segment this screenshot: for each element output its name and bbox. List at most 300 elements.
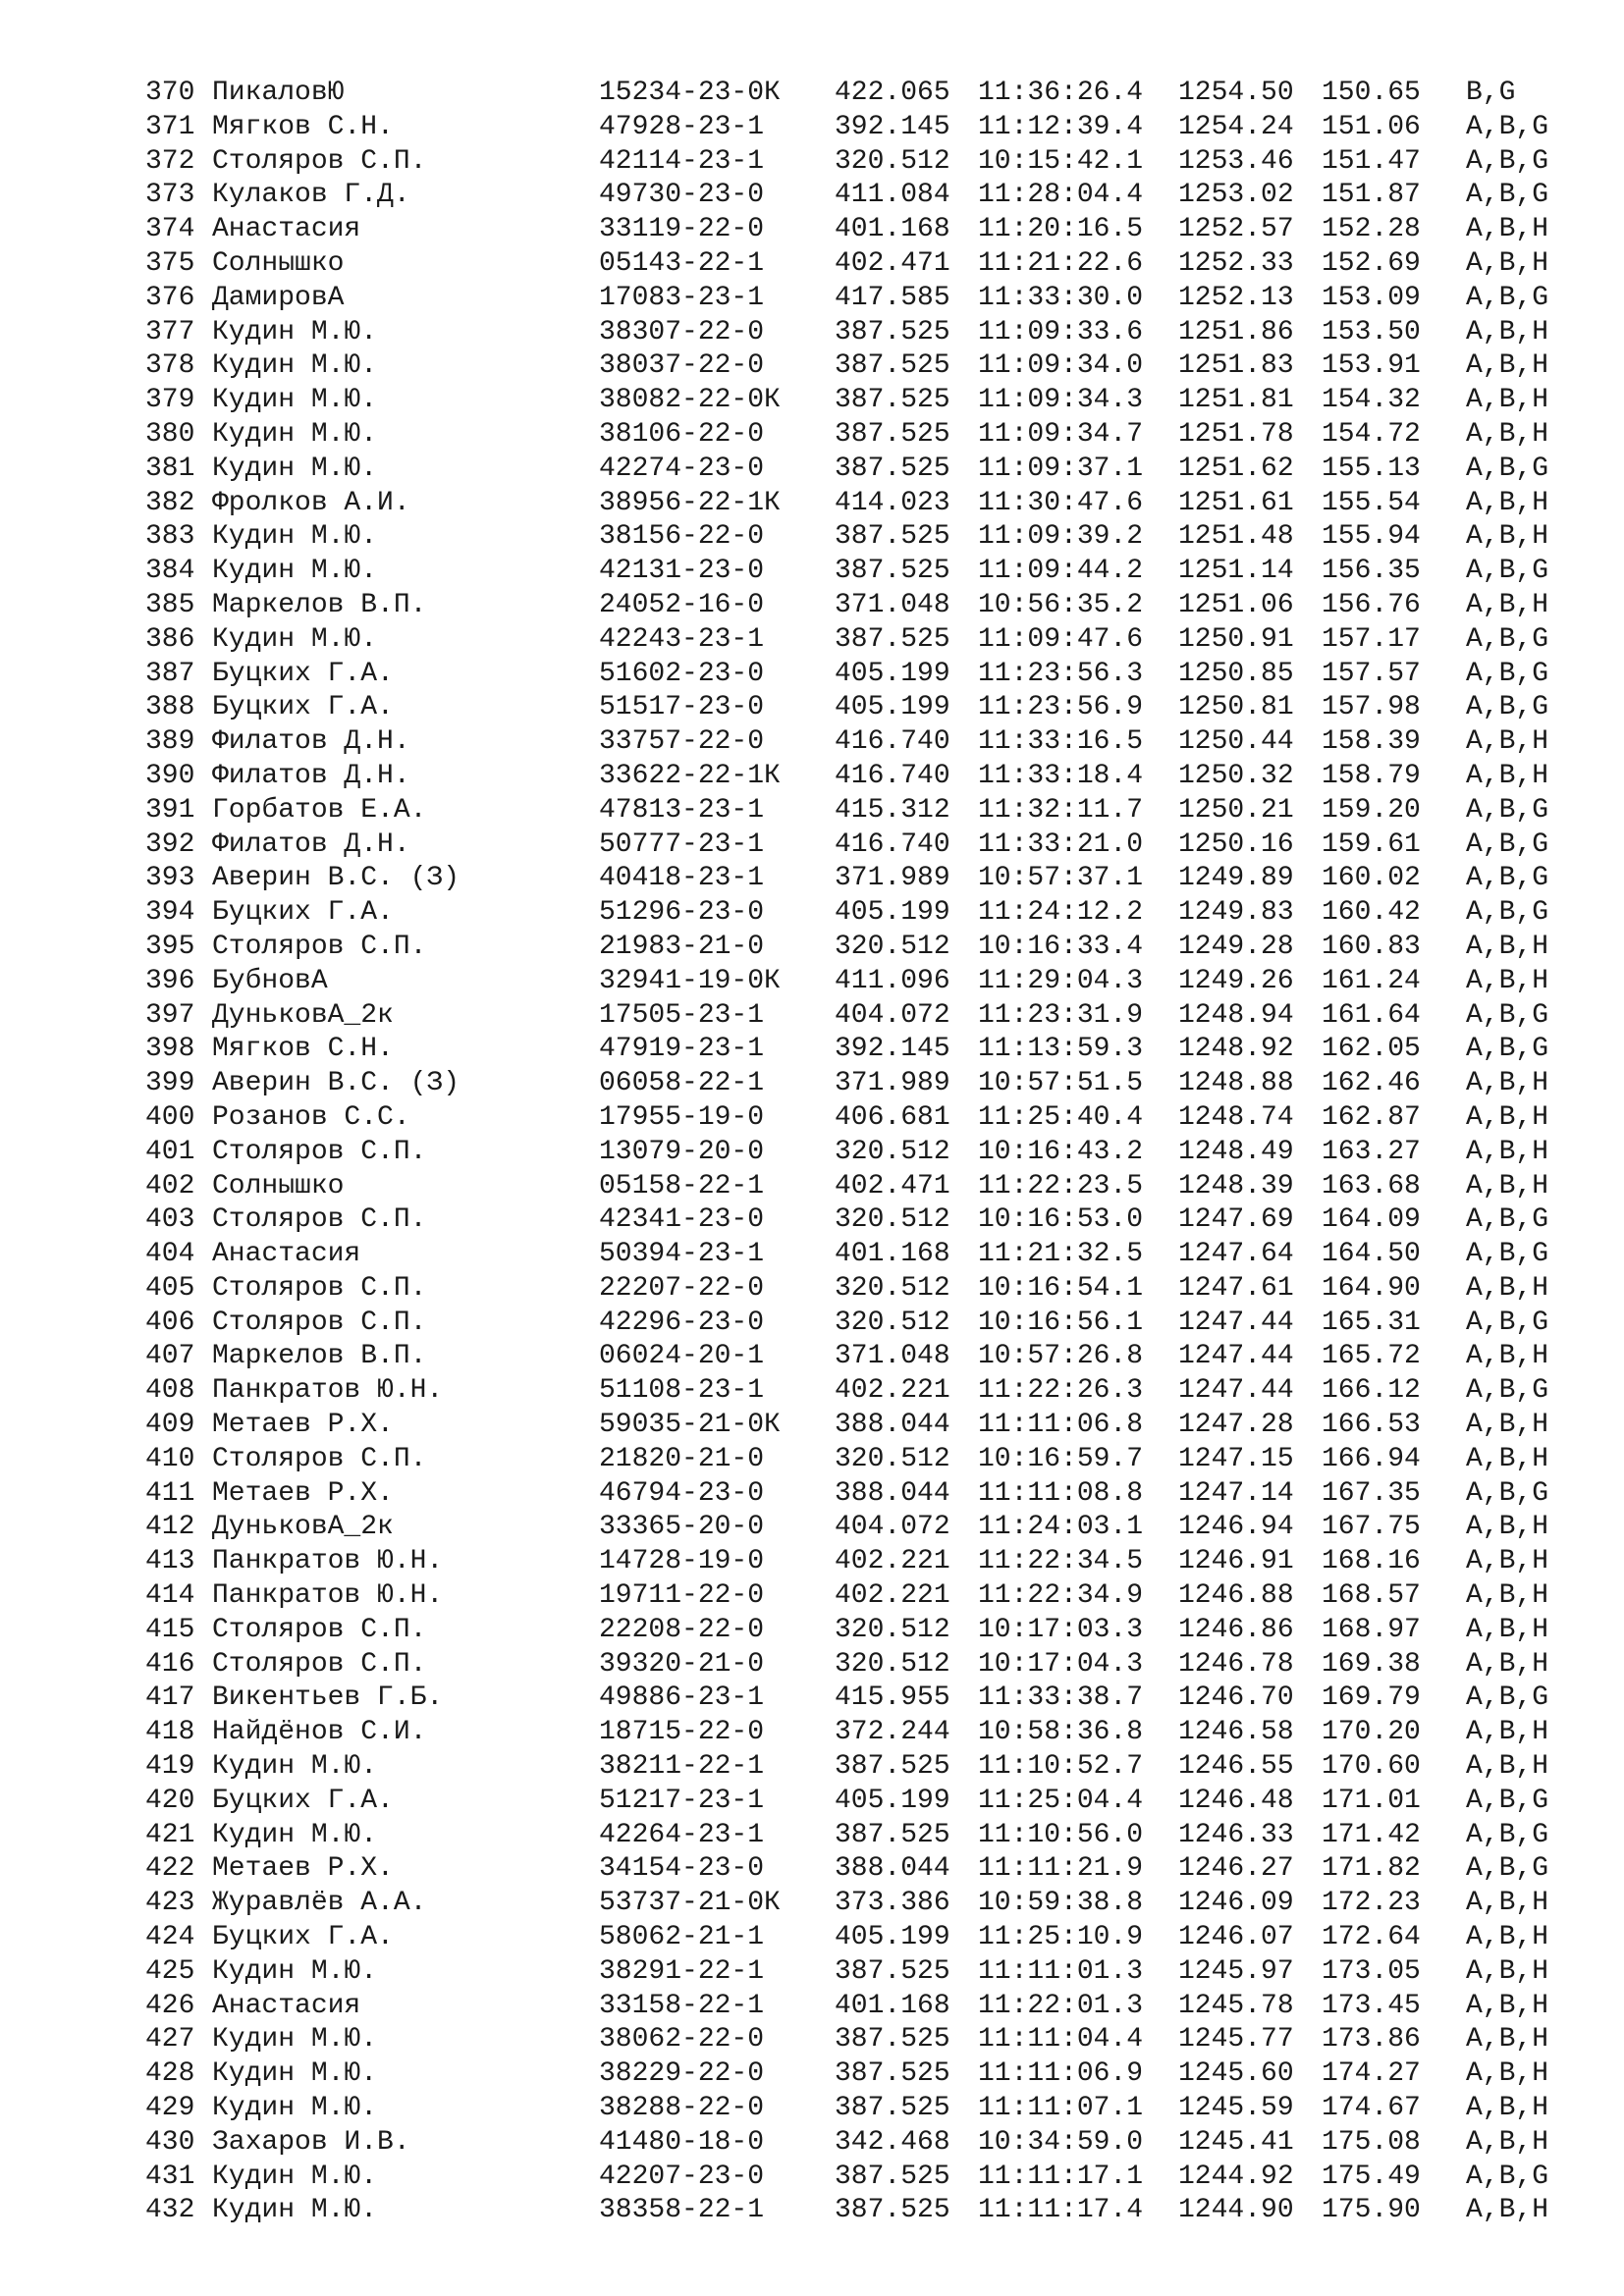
speed: 1249.26 — [1178, 965, 1294, 996]
speed: 1254.24 — [1178, 111, 1294, 142]
distance: 371.048 — [835, 589, 950, 620]
arrival-time: 11:11:17.1 — [978, 2161, 1144, 2192]
distance: 388.044 — [835, 1477, 950, 1509]
coefficient: 174.27 — [1322, 2058, 1421, 2090]
owner-name: Кудин М.Ю. — [212, 1955, 378, 1987]
ring-number: 47919-23-1 — [599, 1034, 765, 1065]
ring-number: 59035-21-0К — [599, 1410, 781, 1441]
speed: 1247.44 — [1178, 1341, 1294, 1372]
category-flags: A,B,H — [1466, 1512, 1549, 1543]
row-number: 409 — [145, 1410, 195, 1441]
owner-name: БубновА — [212, 965, 328, 996]
ring-number: 50394-23-1 — [599, 1239, 765, 1270]
coefficient: 166.12 — [1322, 1375, 1421, 1407]
table-row — [145, 828, 1579, 863]
row-number: 406 — [145, 1307, 195, 1338]
category-flags: A,B,G — [1466, 1853, 1549, 1885]
owner-name: Журавлёв А.А. — [212, 1888, 427, 1919]
category-flags: A,B,H — [1466, 521, 1549, 553]
owner-name: Буцких Г.А. — [212, 658, 394, 689]
coefficient: 165.72 — [1322, 1341, 1421, 1372]
coefficient: 166.53 — [1322, 1410, 1421, 1441]
ring-number: 51296-23-0 — [599, 897, 765, 929]
table-row — [145, 1272, 1579, 1307]
owner-name: Буцких Г.А. — [212, 692, 394, 723]
ring-number: 42296-23-0 — [599, 1307, 765, 1338]
speed: 1251.81 — [1178, 385, 1294, 416]
category-flags: A,B,G — [1466, 794, 1549, 826]
arrival-time: 11:11:07.1 — [978, 2093, 1144, 2124]
table-row — [145, 1307, 1579, 1341]
owner-name: Кудин М.Ю. — [212, 1751, 378, 1783]
ring-number: 17955-19-0 — [599, 1101, 765, 1133]
owner-name: ДамировА — [212, 282, 345, 313]
row-number: 377 — [145, 316, 195, 347]
speed: 1251.78 — [1178, 418, 1294, 450]
owner-name: Анастасия — [212, 214, 361, 245]
distance: 416.740 — [835, 760, 950, 791]
category-flags: A,B,G — [1466, 999, 1549, 1031]
owner-name: Панкратов Ю.Н. — [212, 1375, 444, 1407]
category-flags: A,B,H — [1466, 487, 1549, 518]
speed: 1246.78 — [1178, 1648, 1294, 1680]
table-row — [145, 247, 1579, 282]
table-row — [145, 2057, 1579, 2092]
coefficient: 156.76 — [1322, 589, 1421, 620]
ring-number: 46794-23-0 — [599, 1477, 765, 1509]
row-number: 376 — [145, 282, 195, 313]
row-number: 374 — [145, 214, 195, 245]
ring-number: 17083-23-1 — [599, 282, 765, 313]
distance: 406.681 — [835, 1101, 950, 1133]
ring-number: 41480-18-0 — [599, 2126, 765, 2158]
table-row — [145, 1443, 1579, 1477]
table-row — [145, 384, 1579, 418]
table-row — [145, 111, 1579, 145]
row-number: 372 — [145, 145, 195, 177]
distance: 404.072 — [835, 1512, 950, 1543]
table-row — [145, 1203, 1579, 1238]
distance: 411.096 — [835, 965, 950, 996]
category-flags: A,B,G — [1466, 658, 1549, 689]
table-row — [145, 999, 1579, 1034]
coefficient: 159.61 — [1322, 828, 1421, 860]
coefficient: 154.32 — [1322, 385, 1421, 416]
arrival-time: 11:25:40.4 — [978, 1101, 1144, 1133]
owner-name: Кудин М.Ю. — [212, 2058, 378, 2090]
category-flags: A,B,G — [1466, 692, 1549, 723]
category-flags: A,B,H — [1466, 316, 1549, 347]
speed: 1246.94 — [1178, 1512, 1294, 1543]
coefficient: 175.49 — [1322, 2161, 1421, 2192]
distance: 388.044 — [835, 1853, 950, 1885]
coefficient: 157.98 — [1322, 692, 1421, 723]
arrival-time: 10:17:04.3 — [978, 1648, 1144, 1680]
arrival-time: 10:57:37.1 — [978, 863, 1144, 894]
speed: 1246.07 — [1178, 1922, 1294, 1953]
table-row — [145, 2023, 1579, 2057]
owner-name: Филатов Д.Н. — [212, 828, 410, 860]
owner-name: Буцких Г.А. — [212, 1922, 394, 1953]
row-number: 400 — [145, 1101, 195, 1133]
ring-number: 38307-22-0 — [599, 316, 765, 347]
ring-number: 47928-23-1 — [599, 111, 765, 142]
table-row — [145, 725, 1579, 760]
category-flags: A,B,G — [1466, 282, 1549, 313]
owner-name: Столяров С.П. — [212, 931, 427, 962]
row-number: 418 — [145, 1717, 195, 1748]
category-flags: A,B,G — [1466, 1785, 1549, 1816]
coefficient: 160.42 — [1322, 897, 1421, 929]
owner-name: Метаев Р.Х. — [212, 1853, 394, 1885]
row-number: 371 — [145, 111, 195, 142]
coefficient: 160.83 — [1322, 931, 1421, 962]
arrival-time: 11:25:04.4 — [978, 1785, 1144, 1816]
category-flags: A,B,H — [1466, 1136, 1549, 1167]
category-flags: A,B,H — [1466, 2058, 1549, 2090]
distance: 320.512 — [835, 1443, 950, 1474]
owner-name: Панкратов Ю.Н. — [212, 1580, 444, 1612]
row-number: 427 — [145, 2024, 195, 2056]
arrival-time: 10:57:26.8 — [978, 1341, 1144, 1372]
speed: 1245.60 — [1178, 2058, 1294, 2090]
distance: 387.525 — [835, 316, 950, 347]
row-number: 403 — [145, 1204, 195, 1236]
row-number: 396 — [145, 965, 195, 996]
row-number: 420 — [145, 1785, 195, 1816]
category-flags: A,B,G — [1466, 863, 1549, 894]
speed: 1251.83 — [1178, 350, 1294, 382]
coefficient: 165.31 — [1322, 1307, 1421, 1338]
category-flags: A,B,H — [1466, 1955, 1549, 1987]
ring-number: 49730-23-0 — [599, 180, 765, 211]
coefficient: 172.23 — [1322, 1888, 1421, 1919]
ring-number: 19711-22-0 — [599, 1580, 765, 1612]
row-number: 381 — [145, 453, 195, 484]
row-number: 397 — [145, 999, 195, 1031]
distance: 387.525 — [835, 453, 950, 484]
distance: 320.512 — [835, 1272, 950, 1304]
category-flags: A,B,G — [1466, 897, 1549, 929]
distance: 320.512 — [835, 1307, 950, 1338]
speed: 1250.91 — [1178, 623, 1294, 655]
ring-number: 42207-23-0 — [599, 2161, 765, 2192]
table-row — [145, 1136, 1579, 1170]
distance: 387.525 — [835, 2058, 950, 2090]
ring-number: 49886-23-1 — [599, 1682, 765, 1714]
category-flags: A,B,G — [1466, 1034, 1549, 1065]
distance: 372.244 — [835, 1717, 950, 1748]
category-flags: A,B,H — [1466, 2195, 1549, 2226]
distance: 387.525 — [835, 1819, 950, 1850]
coefficient: 153.09 — [1322, 282, 1421, 313]
arrival-time: 11:22:26.3 — [978, 1375, 1144, 1407]
speed: 1248.92 — [1178, 1034, 1294, 1065]
ring-number: 38956-22-1К — [599, 487, 781, 518]
category-flags: A,B,H — [1466, 1272, 1549, 1304]
distance: 371.989 — [835, 1068, 950, 1099]
row-number: 386 — [145, 623, 195, 655]
category-flags: A,B,H — [1466, 1068, 1549, 1099]
ring-number: 51108-23-1 — [599, 1375, 765, 1407]
distance: 405.199 — [835, 1785, 950, 1816]
speed: 1251.06 — [1178, 589, 1294, 620]
ring-number: 05143-22-1 — [599, 247, 765, 279]
ring-number: 47813-23-1 — [599, 794, 765, 826]
table-row — [145, 1409, 1579, 1443]
ring-number: 42131-23-0 — [599, 556, 765, 587]
arrival-time: 11:21:32.5 — [978, 1239, 1144, 1270]
category-flags: A,B,H — [1466, 1580, 1549, 1612]
category-flags: A,B,G — [1466, 180, 1549, 211]
table-row — [145, 1819, 1579, 1853]
speed: 1252.33 — [1178, 247, 1294, 279]
distance: 416.740 — [835, 726, 950, 758]
speed: 1246.86 — [1178, 1614, 1294, 1645]
speed: 1251.62 — [1178, 453, 1294, 484]
row-number: 401 — [145, 1136, 195, 1167]
coefficient: 172.64 — [1322, 1922, 1421, 1953]
table-row — [145, 520, 1579, 555]
owner-name: Столяров С.П. — [212, 1307, 427, 1338]
coefficient: 156.35 — [1322, 556, 1421, 587]
distance: 320.512 — [835, 1204, 950, 1236]
coefficient: 173.45 — [1322, 1990, 1421, 2021]
ring-number: 38037-22-0 — [599, 350, 765, 382]
table-row — [145, 794, 1579, 828]
coefficient: 153.50 — [1322, 316, 1421, 347]
speed: 1247.14 — [1178, 1477, 1294, 1509]
table-row — [145, 965, 1579, 999]
coefficient: 170.20 — [1322, 1717, 1421, 1748]
ring-number: 38062-22-0 — [599, 2024, 765, 2056]
ring-number: 51602-23-0 — [599, 658, 765, 689]
category-flags: A,B,H — [1466, 931, 1549, 962]
owner-name: Викентьев Г.Б. — [212, 1682, 444, 1714]
ring-number: 18715-22-0 — [599, 1717, 765, 1748]
category-flags: A,B,H — [1466, 726, 1549, 758]
table-row — [145, 1545, 1579, 1579]
speed: 1247.64 — [1178, 1239, 1294, 1270]
arrival-time: 11:20:16.5 — [978, 214, 1144, 245]
arrival-time: 11:09:37.1 — [978, 453, 1144, 484]
speed: 1248.39 — [1178, 1170, 1294, 1201]
arrival-time: 11:09:33.6 — [978, 316, 1144, 347]
category-flags: A,B,H — [1466, 1751, 1549, 1783]
ring-number: 05158-22-1 — [599, 1170, 765, 1201]
ring-number: 24052-16-0 — [599, 589, 765, 620]
coefficient: 164.09 — [1322, 1204, 1421, 1236]
distance: 387.525 — [835, 418, 950, 450]
coefficient: 164.90 — [1322, 1272, 1421, 1304]
speed: 1249.28 — [1178, 931, 1294, 962]
category-flags: A,B,H — [1466, 1888, 1549, 1919]
category-flags: A,B,G — [1466, 556, 1549, 587]
table-row — [145, 623, 1579, 658]
distance: 387.525 — [835, 2195, 950, 2226]
coefficient: 157.17 — [1322, 623, 1421, 655]
distance: 387.525 — [835, 556, 950, 587]
ring-number: 38082-22-0К — [599, 385, 781, 416]
distance: 405.199 — [835, 658, 950, 689]
distance: 371.048 — [835, 1341, 950, 1372]
speed: 1245.77 — [1178, 2024, 1294, 2056]
row-number: 432 — [145, 2195, 195, 2226]
table-row — [145, 1033, 1579, 1067]
speed: 1251.14 — [1178, 556, 1294, 587]
speed: 1246.55 — [1178, 1751, 1294, 1783]
ring-number: 22208-22-0 — [599, 1614, 765, 1645]
speed: 1249.83 — [1178, 897, 1294, 929]
category-flags: A,B,H — [1466, 1648, 1549, 1680]
table-row — [145, 179, 1579, 213]
distance: 387.525 — [835, 2161, 950, 2192]
distance: 402.221 — [835, 1580, 950, 1612]
category-flags: A,B,H — [1466, 1614, 1549, 1645]
coefficient: 171.01 — [1322, 1785, 1421, 1816]
row-number: 429 — [145, 2093, 195, 2124]
results-table — [145, 77, 1579, 2228]
row-number: 431 — [145, 2161, 195, 2192]
table-row — [145, 1101, 1579, 1136]
speed: 1250.32 — [1178, 760, 1294, 791]
category-flags: A,B,G — [1466, 1819, 1549, 1850]
owner-name: Столяров С.П. — [212, 1136, 427, 1167]
speed: 1251.86 — [1178, 316, 1294, 347]
ring-number: 51217-23-1 — [599, 1785, 765, 1816]
speed: 1251.48 — [1178, 521, 1294, 553]
coefficient: 169.79 — [1322, 1682, 1421, 1714]
arrival-time: 11:36:26.4 — [978, 78, 1144, 108]
row-number: 413 — [145, 1546, 195, 1577]
arrival-time: 10:15:42.1 — [978, 145, 1144, 177]
speed: 1246.58 — [1178, 1717, 1294, 1748]
coefficient: 163.27 — [1322, 1136, 1421, 1167]
owner-name: Мягков С.Н. — [212, 1034, 394, 1065]
category-flags: A,B,H — [1466, 760, 1549, 791]
row-number: 419 — [145, 1751, 195, 1783]
table-row — [145, 931, 1579, 965]
coefficient: 175.90 — [1322, 2195, 1421, 2226]
coefficient: 155.94 — [1322, 521, 1421, 553]
ring-number: 06058-22-1 — [599, 1068, 765, 1099]
owner-name: Маркелов В.П. — [212, 589, 427, 620]
arrival-time: 10:16:54.1 — [978, 1272, 1144, 1304]
row-number: 415 — [145, 1614, 195, 1645]
coefficient: 161.24 — [1322, 965, 1421, 996]
coefficient: 162.46 — [1322, 1068, 1421, 1099]
row-number: 416 — [145, 1648, 195, 1680]
table-row — [145, 145, 1579, 180]
category-flags: A,B,H — [1466, 1341, 1549, 1372]
speed: 1248.74 — [1178, 1101, 1294, 1133]
arrival-time: 11:13:59.3 — [978, 1034, 1144, 1065]
row-number: 411 — [145, 1477, 195, 1509]
arrival-time: 11:11:04.4 — [978, 2024, 1144, 2056]
distance: 320.512 — [835, 1136, 950, 1167]
coefficient: 151.06 — [1322, 111, 1421, 142]
ring-number: 38211-22-1 — [599, 1751, 765, 1783]
ring-number: 17505-23-1 — [599, 999, 765, 1031]
coefficient: 168.97 — [1322, 1614, 1421, 1645]
category-flags: A,B,H — [1466, 1546, 1549, 1577]
arrival-time: 10:17:03.3 — [978, 1614, 1144, 1645]
owner-name: Солнышко — [212, 1170, 345, 1201]
ring-number: 42264-23-1 — [599, 1819, 765, 1850]
arrival-time: 10:34:59.0 — [978, 2126, 1144, 2158]
speed: 1253.02 — [1178, 180, 1294, 211]
row-number: 404 — [145, 1239, 195, 1270]
ring-number: 38156-22-0 — [599, 521, 765, 553]
coefficient: 174.67 — [1322, 2093, 1421, 2124]
ring-number: 53737-21-0К — [599, 1888, 781, 1919]
row-number: 379 — [145, 385, 195, 416]
category-flags: A,B,G — [1466, 623, 1549, 655]
ring-number: 42274-23-0 — [599, 453, 765, 484]
table-row — [145, 1716, 1579, 1750]
category-flags: A,B,G — [1466, 1239, 1549, 1270]
speed: 1250.81 — [1178, 692, 1294, 723]
speed: 1252.57 — [1178, 214, 1294, 245]
category-flags: A,B,G — [1466, 828, 1549, 860]
owner-name: Солнышко — [212, 247, 345, 279]
row-number: 417 — [145, 1682, 195, 1714]
ring-number: 38291-22-1 — [599, 1955, 765, 1987]
coefficient: 162.05 — [1322, 1034, 1421, 1065]
distance: 392.145 — [835, 1034, 950, 1065]
ring-number: 58062-21-1 — [599, 1922, 765, 1953]
category-flags: A,B,H — [1466, 2024, 1549, 2056]
owner-name: Кудин М.Ю. — [212, 2161, 378, 2192]
row-number: 370 — [145, 78, 195, 108]
category-flags: A,B,H — [1466, 1922, 1549, 1953]
ring-number: 38229-22-0 — [599, 2058, 765, 2090]
speed: 1245.59 — [1178, 2093, 1294, 2124]
table-row — [145, 2194, 1579, 2228]
arrival-time: 11:22:34.5 — [978, 1546, 1144, 1577]
distance: 417.585 — [835, 282, 950, 313]
arrival-time: 11:33:30.0 — [978, 282, 1144, 313]
arrival-time: 11:23:31.9 — [978, 999, 1144, 1031]
category-flags: A,B,H — [1466, 589, 1549, 620]
table-row — [145, 1340, 1579, 1374]
arrival-time: 11:11:06.8 — [978, 1410, 1144, 1441]
row-number: 424 — [145, 1922, 195, 1953]
owner-name: Столяров С.П. — [212, 1204, 427, 1236]
category-flags: A,B,H — [1466, 418, 1549, 450]
arrival-time: 11:10:56.0 — [978, 1819, 1144, 1850]
owner-name: Маркелов В.П. — [212, 1341, 427, 1372]
speed: 1246.70 — [1178, 1682, 1294, 1714]
ring-number: 32941-19-0К — [599, 965, 781, 996]
row-number: 391 — [145, 794, 195, 826]
ring-number: 42341-23-0 — [599, 1204, 765, 1236]
coefficient: 163.68 — [1322, 1170, 1421, 1201]
distance: 387.525 — [835, 521, 950, 553]
row-number: 392 — [145, 828, 195, 860]
row-number: 399 — [145, 1068, 195, 1099]
category-flags: B,G — [1466, 78, 1516, 108]
distance: 388.044 — [835, 1410, 950, 1441]
ring-number: 34154-23-0 — [599, 1853, 765, 1885]
row-number: 410 — [145, 1443, 195, 1474]
coefficient: 168.16 — [1322, 1546, 1421, 1577]
ring-number: 21983-21-0 — [599, 931, 765, 962]
coefficient: 160.02 — [1322, 863, 1421, 894]
speed: 1246.91 — [1178, 1546, 1294, 1577]
owner-name: Кудин М.Ю. — [212, 2093, 378, 2124]
coefficient: 164.50 — [1322, 1239, 1421, 1270]
